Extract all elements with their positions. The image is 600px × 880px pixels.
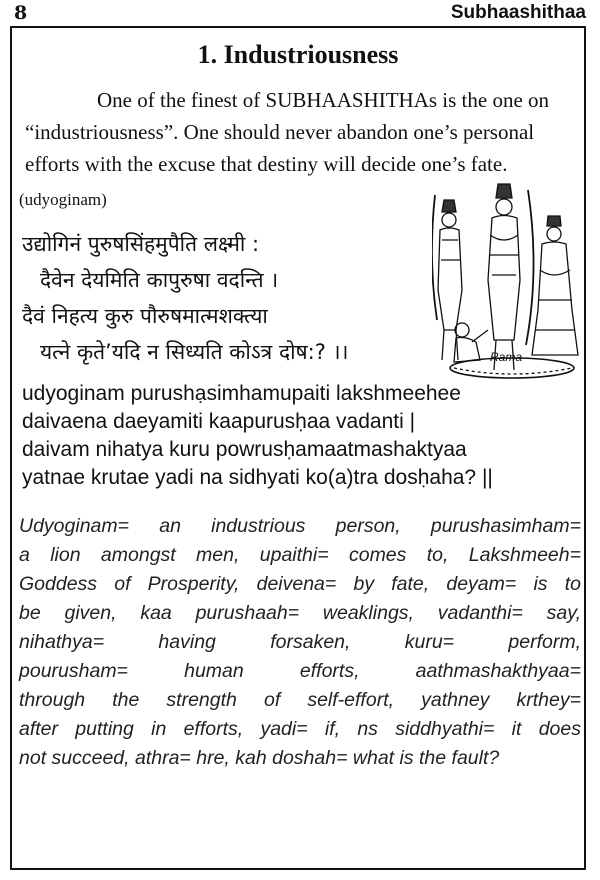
translit-line: daivaena daeyamiti kaapurusḥaa vadanti | bbox=[22, 410, 416, 433]
verse-line: दैवं निहत्य कुरु पौरुषमात्मशक्त्या bbox=[22, 304, 268, 328]
translit-line: yatnae krutae yadi na sidhyati ko(a)tra dosḥaha? || bbox=[22, 466, 493, 489]
page-header bbox=[14, 2, 586, 28]
gloss-line: nihathya= having forsaken, kuru= perform, bbox=[19, 631, 581, 653]
translit-line: udyoginam purushạsimhamupaiti lakshmeehee bbox=[22, 382, 461, 405]
intro-line: One of the finest of SUBHAASHITHAs is the one on bbox=[97, 88, 550, 112]
gloss-line: Udyoginam= an industrious person, purushasimham= bbox=[19, 515, 581, 537]
gloss-line: Goddess of Prosperity, deivena= by fate, deyam= is to bbox=[19, 573, 581, 595]
verse-devanagari bbox=[22, 226, 432, 370]
intro-line: “industriousness”. One should never abandon one’s personal bbox=[25, 120, 535, 144]
page-number: 8 bbox=[14, 2, 28, 24]
chapter-title: 1. Industriousness bbox=[197, 40, 399, 69]
source-label: (udyoginam) bbox=[19, 190, 107, 209]
intro-line: efforts with the excuse that destiny will decide one’s fate. bbox=[25, 152, 508, 176]
gloss-line: be given, kaa purushaah= weaklings, vadanthi= say, bbox=[19, 602, 581, 624]
running-title: Subhaashithaa bbox=[450, 2, 586, 23]
translit-line: daivam nihatya kuru powrusḥamaatmashaktyaa bbox=[22, 438, 467, 461]
verse-line: दैवेन देयमिति कापुरुषा वदन्ति । bbox=[40, 268, 279, 292]
gloss-line: a lion amongst men, upaithi= comes to, Lakshmeeh= bbox=[19, 544, 581, 566]
page-frame bbox=[10, 26, 586, 870]
verse-line: उद्योगिनं पुरुषसिंहमुपैति लक्ष्मी : bbox=[22, 232, 260, 256]
verse-transliteration bbox=[22, 380, 493, 492]
intro-paragraph bbox=[25, 84, 577, 180]
verse-line: यत्ने कृते’यदि न सिध्यति कोऽत्र दोष:? ।। bbox=[40, 340, 349, 364]
gloss-line: not succeed, athra= hre, kah doshah= what is the fault? bbox=[19, 747, 500, 769]
word-meanings bbox=[19, 512, 581, 773]
gloss-line: through the strength of self-effort, yathney krthey= bbox=[19, 689, 581, 711]
gloss-line: after putting in efforts, yadi= if, ns siddhyathi= it does bbox=[19, 718, 581, 740]
gloss-line: pourusham= human efforts, aathmashakthyaa= bbox=[19, 660, 581, 682]
illustration-caption: Rama bbox=[490, 350, 523, 364]
